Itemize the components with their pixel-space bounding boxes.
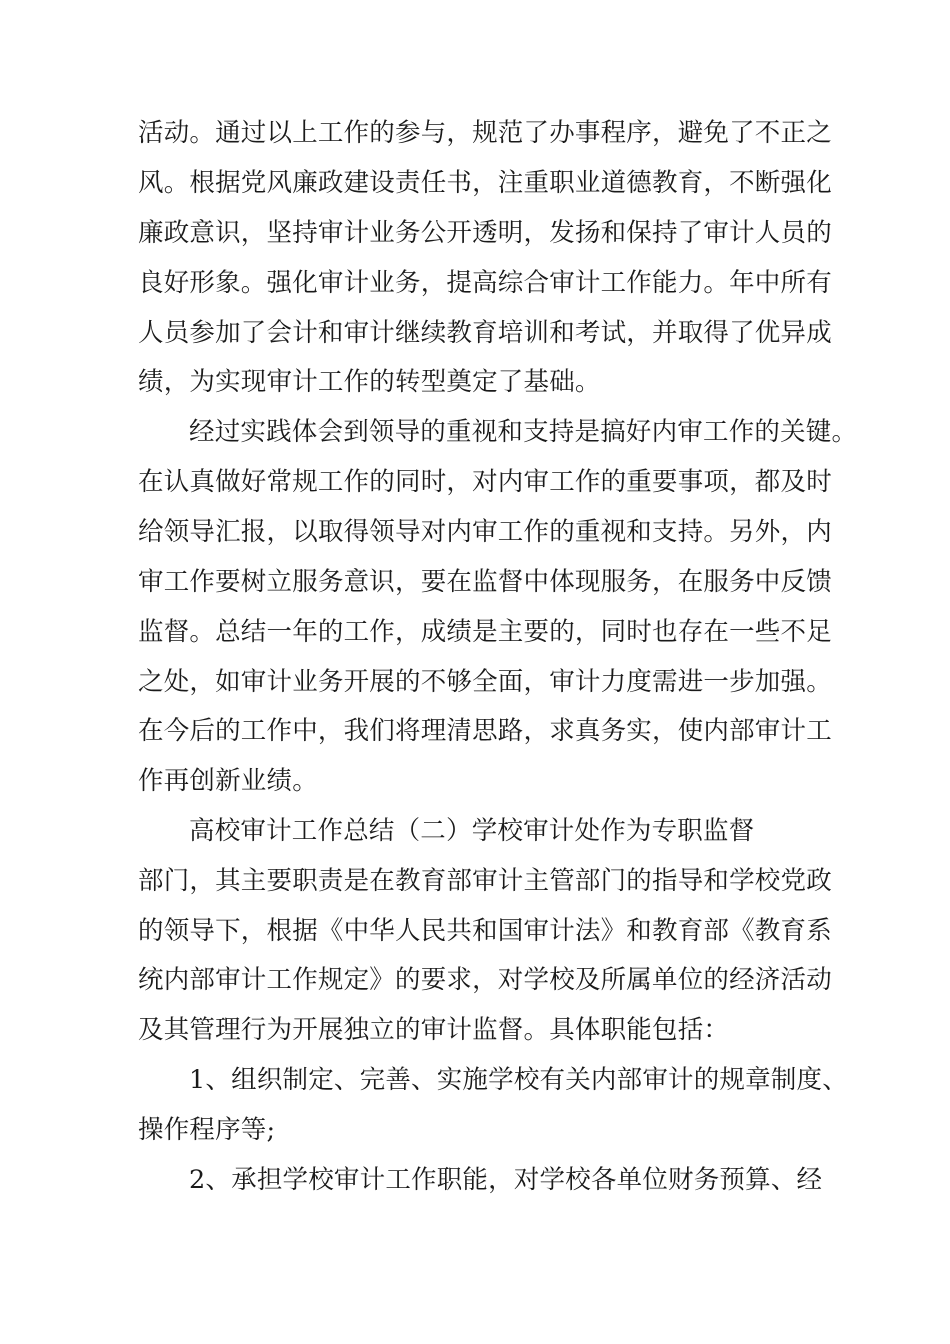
- text-line: 及其管理行为开展独立的审计监督。具体职能包括：: [138, 1015, 730, 1045]
- text-line: 绩，为实现审计工作的转型奠定了基础。: [138, 367, 601, 397]
- text-line: 人员参加了会计和审计继续教育培训和考试，并取得了优异成: [138, 318, 832, 348]
- text-line: 部门，其主要职责是在教育部审计主管部门的指导和学校党政: [138, 866, 832, 896]
- paragraph-first-line: 高校审计工作总结（二）学校审计处作为专职监督: [189, 816, 755, 846]
- text-line: 在今后的工作中，我们将理清思路，求真务实，使内部审计工: [138, 716, 832, 746]
- list-item-line: 1、组织制定、完善、实施学校有关内部审计的规章制度、: [189, 1065, 848, 1095]
- text-line: 作再创新业绩。: [138, 766, 318, 796]
- text-line: 良好形象。强化审计业务，提高综合审计工作能力。年中所有: [138, 268, 832, 298]
- text-line: 风。根据党风廉政建设责任书，注重职业道德教育，不断强化: [138, 168, 832, 198]
- text-line: 操作程序等;: [138, 1115, 276, 1145]
- text-line: 在认真做好常规工作的同时，对内审工作的重要事项，都及时: [138, 467, 832, 497]
- text-line: 统内部审计工作规定》的要求，对学校及所属单位的经济活动: [138, 965, 832, 995]
- list-item-line: 2、承担学校审计工作职能，对学校各单位财务预算、经: [189, 1165, 823, 1195]
- text-line: 之处，如审计业务开展的不够全面，审计力度需进一步加强。: [138, 667, 832, 697]
- text-line: 活动。通过以上工作的参与，规范了办事程序，避免了不正之: [138, 118, 832, 148]
- text-line: 审工作要树立服务意识，要在监督中体现服务，在服务中反馈: [138, 567, 832, 597]
- text-line: 给领导汇报，以取得领导对内审工作的重视和支持。另外，内: [138, 517, 832, 547]
- text-line: 廉政意识，坚持审计业务公开透明，发扬和保持了审计人员的: [138, 218, 832, 248]
- text-line: 的领导下，根据《中华人民共和国审计法》和教育部《教育系: [138, 916, 832, 946]
- paragraph-first-line: 经过实践体会到领导的重视和支持是搞好内审工作的关键。: [189, 417, 858, 447]
- text-line: 监督。总结一年的工作，成绩是主要的，同时也存在一些不足: [138, 617, 832, 647]
